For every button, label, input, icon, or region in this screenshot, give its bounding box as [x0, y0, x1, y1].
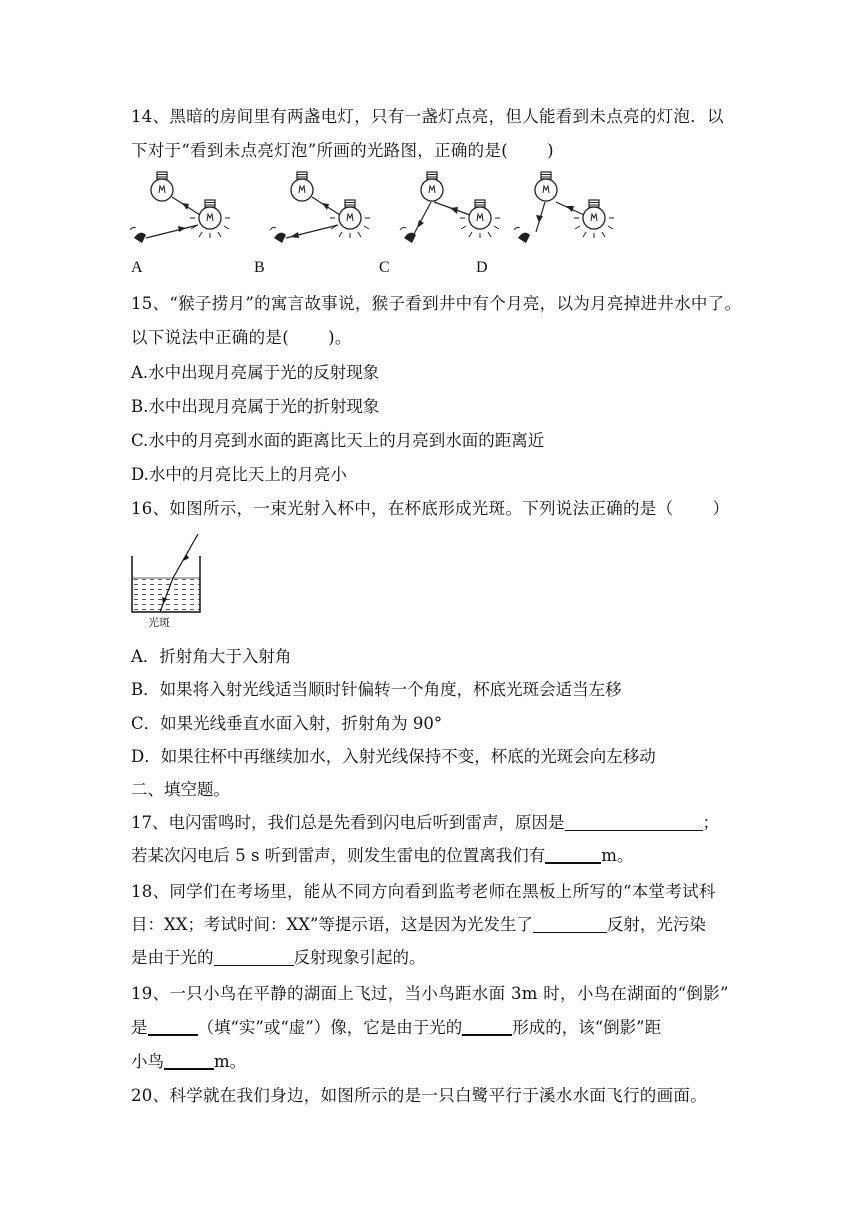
- q14-line-2: 下对于“看到未点亮灯泡”所画的光路图，正确的是( ): [131, 141, 554, 160]
- q19-blank-image-type[interactable]: [148, 1018, 198, 1036]
- q19-text-2a: 是: [131, 1018, 148, 1037]
- q17-text-1b: ；: [702, 813, 719, 832]
- q15-line-1: 15、“猴子捞月”的寓言故事说，猴子看到井中有个月亮，以为月亮掉进井水中了。: [131, 294, 742, 313]
- q18-line-2: [131, 914, 706, 936]
- q17-text-2b: m。: [601, 846, 634, 865]
- q20-line-1: 20、科学就在我们身边，如图所示的是一只白鹭平行于溪水水面飞行的画面。: [131, 1086, 707, 1105]
- eye-icon: [130, 227, 146, 243]
- unlit-bulb-icon: [421, 172, 443, 201]
- q19-line-1: 19、一只小鸟在平静的湖面上飞过，当小鸟距水面 3m 时，小鸟在湖面的“倒影”: [131, 984, 729, 1003]
- incident-ray-arrow: [183, 554, 189, 561]
- q14-line-1: 14、黑暗的房间里有两盏电灯，只有一盏灯点亮，但人能看到未点亮的灯泡．以: [131, 107, 724, 126]
- q17-text-1a: 17、电闪雷鸣时，我们总是先看到闪电后听到雷声，原因是: [131, 813, 565, 832]
- q15-option-c: C.水中的月亮到水面的距离比天上的月亮到水面的距离近: [131, 431, 545, 450]
- eye-icon: [514, 227, 530, 243]
- section-heading: 二、填空题。: [131, 780, 230, 799]
- q14-diagram-a: [128, 168, 240, 248]
- q14-diagram-c: [400, 168, 512, 248]
- q16-cup-diagram: [126, 532, 212, 632]
- q19-blank-distance[interactable]: [164, 1052, 214, 1070]
- q16-option-d: D．如果往杯中再继续加水，入射光线保持不变，杯底的光斑会向左移动: [131, 747, 656, 766]
- q15-option-d: D.水中的月亮比天上的月亮小: [131, 465, 347, 484]
- q16-option-a: A．折射角大于入射角: [131, 647, 292, 666]
- q19-text-2c: 形成的，该“倒影”距: [512, 1018, 662, 1037]
- eye-icon: [270, 227, 286, 243]
- q18-blank-reflection-type-1[interactable]: [533, 916, 607, 933]
- q18-text-2b: 反射，光污染: [606, 915, 706, 934]
- q19-text-2b: （填“实”或“虚”）像，它是由于光的: [197, 1018, 463, 1037]
- q18-text-3a: 是由于光的: [131, 948, 214, 967]
- q19-blank-phenomenon[interactable]: [462, 1018, 512, 1036]
- unlit-bulb-icon: [291, 172, 313, 201]
- q16-line-1: 16、如图所示，一束光射入杯中，在杯底形成光斑。下列说法正确的是（ ）: [131, 499, 730, 518]
- q15-option-a: A.水中出现月亮属于光的反射现象: [131, 363, 380, 382]
- q19-line-3: [131, 1051, 246, 1073]
- q17-blank-distance[interactable]: [545, 846, 601, 864]
- lit-bulb-icon: [190, 200, 230, 238]
- unlit-bulb-icon: [535, 172, 557, 201]
- lit-bulb-icon: [574, 200, 614, 238]
- q16-option-b: B．如果将入射光线适当顺时针偏转一个角度，杯底光斑会适当左移: [131, 680, 622, 699]
- q19-line-2: [131, 1017, 661, 1039]
- q17-line-1: [131, 812, 719, 834]
- lit-bulb-icon: [460, 200, 500, 238]
- lit-bulb-icon: [330, 200, 370, 238]
- q19-text-3b: m。: [214, 1052, 247, 1071]
- q18-text-2a: 目：XX；考试时间：XX”等提示语，这是因为光发生了: [131, 915, 533, 934]
- q14-diagram-b: [268, 168, 380, 248]
- q17-blank-reason[interactable]: [565, 814, 703, 831]
- q15-option-b: B.水中出现月亮属于光的折射现象: [131, 397, 380, 416]
- unlit-bulb-icon: [151, 172, 173, 201]
- q16-option-c: C．如果光线垂直水面入射，折射角为 90°: [131, 714, 443, 733]
- q18-line-3: [131, 947, 426, 969]
- q17-text-2a: 若某次闪电后 5 s 听到雷声，则发生雷电的位置离我们有: [131, 846, 546, 865]
- q18-blank-reflection-type-2[interactable]: [214, 949, 294, 966]
- q14-diagram-d: [514, 168, 626, 248]
- q14-option-c-label: C: [379, 259, 390, 276]
- q19-text-3a: 小鸟: [131, 1052, 164, 1071]
- q17-line-2: [131, 845, 633, 867]
- q14-option-a-label: A: [131, 259, 143, 276]
- q16-spot-label: 光斑: [148, 616, 170, 629]
- water-fill: [132, 578, 200, 611]
- q15-line-2: 以下说法中正确的是( )。: [131, 328, 352, 347]
- q14-option-d-label: D: [476, 259, 488, 276]
- q18-line-1: 18、同学们在考场里，能从不同方向看到监考老师在黑板上所写的“本堂考试科: [131, 882, 716, 901]
- q18-text-3b: 反射现象引起的。: [293, 948, 426, 967]
- eye-icon: [400, 227, 416, 243]
- q14-option-b-label: B: [254, 259, 265, 276]
